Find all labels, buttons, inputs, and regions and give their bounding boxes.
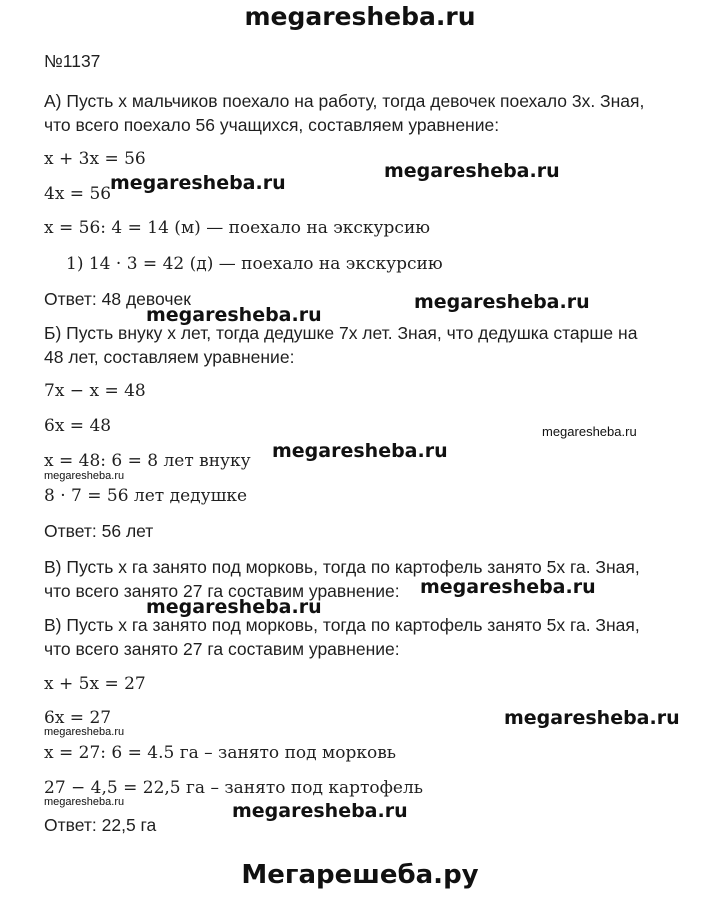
watermark-small: megaresheba.ru bbox=[542, 424, 637, 439]
part-a-text-line-1: А) Пусть х мальчиков поехало на работу, тогда девочек поехало 3х. Зная, bbox=[44, 91, 645, 111]
part-v2-equation-3: x = 27: 6 = 4.5 га – занято под морковь bbox=[44, 743, 397, 763]
part-v2-answer: Ответ: 22,5 га bbox=[44, 815, 157, 835]
part-v2-text-line-1: В) Пусть х га занято под морковь, тогда по картофель занято 5х га. Зная, bbox=[44, 615, 640, 635]
watermark: megaresheba.ru bbox=[272, 440, 448, 462]
watermark: megaresheba.ru bbox=[110, 172, 286, 194]
part-a-equation-1: x + 3x = 56 bbox=[44, 149, 146, 169]
part-v1-text-line-1: В) Пусть х га занято под морковь, тогда по картофель занято 5х га. Зная, bbox=[44, 557, 640, 577]
part-b-text-line-1: Б) Пусть внуку х лет, тогда дедушке 7х лет. Зная, что дедушка старше на bbox=[44, 323, 638, 343]
watermark: megaresheba.ru bbox=[146, 304, 322, 326]
part-v1-text-line-2: что всего занято 27 га составим уравнение: bbox=[44, 581, 400, 601]
part-a-equation-3: x = 56: 4 = 14 (м) — поехало на экскурсию bbox=[44, 218, 431, 238]
part-b-equation-2: 6x = 48 bbox=[44, 416, 112, 436]
part-v2-equation-2: 6x = 27 bbox=[44, 708, 112, 728]
watermark-small: megaresheba.ru bbox=[44, 796, 125, 808]
part-b-equation-3: x = 48: 6 = 8 лет внуку bbox=[44, 451, 251, 471]
part-v2-equation-4: 27 − 4,5 = 22,5 га – занято под картофель bbox=[44, 778, 424, 798]
watermark: megaresheba.ru bbox=[420, 576, 596, 598]
watermark: megaresheba.ru bbox=[504, 707, 680, 729]
watermark: megaresheba.ru bbox=[232, 800, 408, 822]
part-b-equation-1: 7x − x = 48 bbox=[44, 381, 146, 401]
site-footer: Мегарешеба.ру bbox=[241, 860, 479, 890]
part-a-answer: Ответ: 48 девочек bbox=[44, 289, 191, 309]
watermark: megaresheba.ru bbox=[146, 596, 322, 618]
watermark-small: megaresheba.ru bbox=[44, 470, 125, 482]
watermark: megaresheba.ru bbox=[414, 291, 590, 313]
part-a-equation-2: 4x = 56 bbox=[44, 184, 112, 204]
part-a-text-line-2: что всего поехало 56 учащихся, составляем уравнение: bbox=[44, 115, 500, 135]
part-b-equation-4: 8 · 7 = 56 лет дедушке bbox=[44, 486, 248, 506]
problem-number: №1137 bbox=[44, 51, 101, 71]
part-v2-equation-1: x + 5x = 27 bbox=[44, 674, 146, 694]
part-a-equation-4: 1) 14 · 3 = 42 (д) — поехало на экскурсию bbox=[66, 254, 443, 274]
site-header: megaresheba.ru bbox=[244, 2, 476, 31]
watermark-small: megaresheba.ru bbox=[44, 726, 125, 738]
part-v2-text-line-2: что всего занято 27 га составим уравнение: bbox=[44, 639, 400, 659]
watermark: megaresheba.ru bbox=[384, 160, 560, 182]
part-b-answer: Ответ: 56 лет bbox=[44, 521, 154, 541]
part-b-text-line-2: 48 лет, составляем уравнение: bbox=[44, 347, 295, 367]
